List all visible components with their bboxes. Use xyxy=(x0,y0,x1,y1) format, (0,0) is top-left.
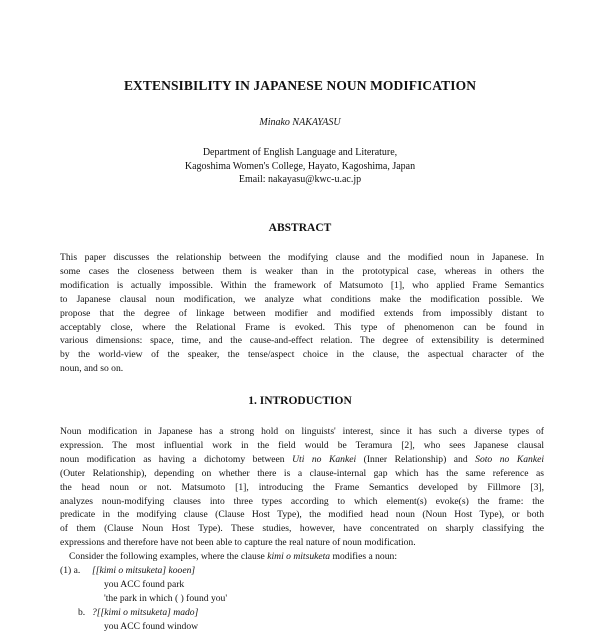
abstract-body xyxy=(60,251,544,376)
consider-sentence: Consider the following examples, where the clause kimi o mitsuketa modifies a noun: xyxy=(69,551,397,562)
paper-title: EXTENSIBILITY IN JAPANESE NOUN MODIFICATION xyxy=(123,78,477,93)
affiliation-department: Department of English Language and Literature, xyxy=(202,147,398,158)
affiliation-email: Email: nakayasu@kwc-u.ac.jp xyxy=(238,174,362,185)
example-1b-gloss: you ACC found window xyxy=(104,621,199,632)
intro-line: the head noun or not. Matsumoto [1], introducing the Frame Semantics developed by Fillmore [3], xyxy=(60,481,544,493)
example-1b-japanese: ?[[kimi o mitsuketa] mado] xyxy=(92,607,199,618)
affiliation-institution: Kagoshima Women's College, Hayato, Kagoshima, Japan xyxy=(184,160,416,172)
intro-line: Noun modification in Japanese has a strong hold on linguists' interest, since it has such a diverse types of xyxy=(60,426,544,437)
abstract-heading: ABSTRACT xyxy=(268,222,332,234)
abstract-line: some cases the closeness between them is weaker than in the prototypical case, whereas in others the xyxy=(60,265,544,277)
abstract-line: noun, and so on. xyxy=(60,363,124,375)
intro-line: of them (Clause Noun Host Type). These studies, however, have concentrated on sharply classifying the xyxy=(60,523,544,535)
abstract-line: various dimensions: space, time, and the cause-and-effect relation. The degree of extensibility is determined xyxy=(60,335,544,347)
example-1a-gloss: you ACC found park xyxy=(104,579,185,590)
example-1a-translation: 'the park in which ( ) found you' xyxy=(104,593,228,604)
abstract-line: propose that the degree of linkage between modifier and modified extends from impossibly distant to xyxy=(60,307,544,319)
introduction-heading: 1. INTRODUCTION xyxy=(248,395,352,407)
intro-line: expressions and therefore have not been able to capture the real nature of noun modification. xyxy=(60,537,416,549)
japanese-term: Uti no Kankei xyxy=(292,453,357,465)
example-1a-label: (1) a. xyxy=(60,565,81,576)
japanese-term: Soto no Kankei xyxy=(475,453,544,465)
affiliation-block xyxy=(0,146,600,187)
intro-line: analyzes noun-modifying clauses into three types according to which element(s) evoke(s) the frame: the xyxy=(60,495,544,507)
introduction-body xyxy=(60,425,544,550)
abstract-line: modification is actually impossible. Within the framework of Matsumoto [1], who applied Frame Semantics xyxy=(60,279,544,291)
abstract-line: acceptably close, where the Relational Frame is evoked. This type of phenomenon can be found in xyxy=(60,321,544,333)
intro-line: noun modification as having a dichotomy between Uti no Kankei (Inner Relationship) and Soto no Kankei xyxy=(60,453,544,465)
example-1a-japanese: [[kimi o mitsuketa] kooen] xyxy=(92,565,196,576)
intro-line: expression. The most influential work in the field would be Teramura [2], who sees Japanese clausal xyxy=(60,439,544,451)
author-name: Minako NAKAYASU xyxy=(259,117,341,128)
abstract-line: by the world-view of the speaker, the tense/aspect choice in the clause, the aspectual character of the xyxy=(60,349,544,361)
example-1b-label: b. xyxy=(78,607,86,618)
abstract-line: This paper discusses the relationship between the modifying clause and the modified noun in Japanese. In xyxy=(60,252,544,263)
intro-line: (Outer Relationship), depending on whether there is a clause-internal gap which has the same reference as xyxy=(60,467,544,479)
intro-line: predicate in the modifying clause (Clause Host Type), the modified head noun (Noun Host Type), or both xyxy=(60,509,544,521)
abstract-line: to Japanese clausal noun modification, we analyze what conditions make the modification possible. We xyxy=(60,293,544,305)
